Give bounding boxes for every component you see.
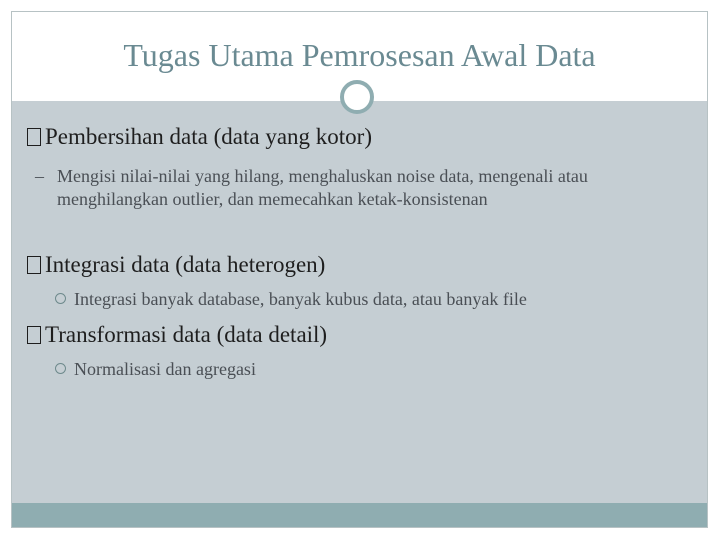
sub-bullet-text: Integrasi banyak database, banyak kubus data, atau banyak file — [74, 289, 527, 309]
sub-bullet-pembersihan — [35, 165, 687, 211]
slide-title: Tugas Utama Pemrosesan Awal Data — [123, 37, 596, 73]
bullet-transformasi — [27, 321, 327, 349]
bullet-label: Integrasi data (data heterogen) — [45, 252, 326, 277]
square-outline-icon — [27, 128, 41, 146]
dash-marker: – — [35, 166, 44, 186]
circle-ornament-icon — [340, 80, 374, 114]
square-outline-icon — [27, 256, 41, 274]
bullet-integrasi — [27, 251, 325, 279]
ring-bullet-icon — [55, 293, 66, 304]
sub-bullet-text: Normalisasi dan agregasi — [74, 359, 256, 379]
square-outline-icon — [27, 326, 41, 344]
footer-bar — [12, 503, 707, 527]
sub-bullet-integrasi — [55, 288, 527, 311]
bullet-label: Transformasi data (data detail) — [45, 322, 328, 347]
sub-bullet-transformasi — [55, 358, 256, 381]
bullet-label: Pembersihan data (data yang kotor) — [45, 124, 372, 149]
ring-bullet-icon — [55, 363, 66, 374]
bullet-pembersihan — [27, 123, 372, 151]
sub-bullet-text: Mengisi nilai-nilai yang hilang, menghaluskan noise data, mengenali atau menghilangkan outlier, dan memecahkan ketak-konsistenan — [57, 166, 588, 209]
